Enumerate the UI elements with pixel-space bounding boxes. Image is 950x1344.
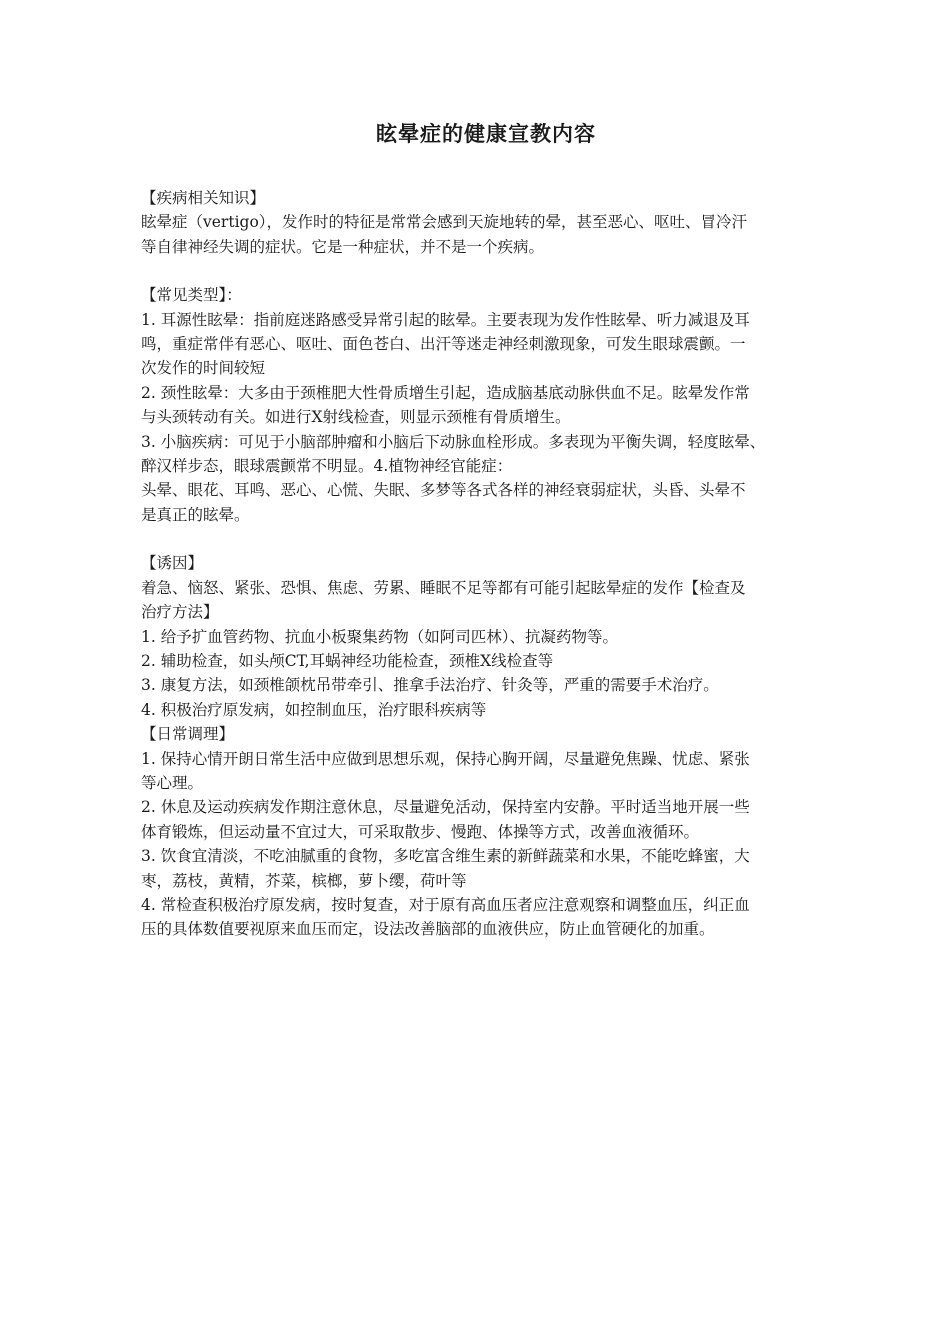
- body-text-line: 等自律神经失调的症状。它是一种症状，并不是一个疾病。: [141, 237, 545, 256]
- body-text-line: 4. 常检查积极治疗原发病，按时复查，对于原有高血压者应注意观察和调整血压，纠正血: [141, 895, 750, 914]
- body-text-line: 是真正的眩晕。: [141, 505, 250, 524]
- body-text-line: 枣，荔枝，黄精，芥菜，槟榔，萝卜缨，荷叶等: [141, 871, 467, 890]
- body-text-line: 治疗方法】: [141, 603, 219, 622]
- section-heading: 【常见类型】：: [141, 286, 242, 305]
- body-text-line: 次发作的时间较短: [141, 359, 266, 378]
- paragraph-gap: [141, 259, 831, 283]
- body-text-line: 1. 保持心情开朗日常生活中应做到思想乐观，保持心胸开阔，尽量避免焦躁、忧虑、紧张: [141, 749, 750, 768]
- document-title: 眩晕症的健康宣教内容: [376, 121, 596, 146]
- section-heading: 【诱因】: [141, 554, 204, 573]
- body-text-line: 与头颈转动有关。如进行X射线检查，则显示颈椎有骨质增生。: [141, 408, 571, 427]
- body-text-line: 1. 耳源性眩晕：指前庭迷路感受异常引起的眩晕。主要表现为发作性眩晕、听力减退及耳: [141, 310, 750, 329]
- paragraph-gap: [141, 527, 831, 551]
- body-text-line: 头晕、眼花、耳鸣、恶心、心慌、失眠、多梦等各式各样的神经衰弱症状，头昏、头晕不: [141, 481, 746, 500]
- body-text-line: 2. 辅助检查，如头颅CT,耳蜗神经功能检查，颈椎X线检查等: [141, 651, 554, 670]
- document-page: [141, 118, 831, 942]
- body-text-line: 2. 休息及运动疾病发作期注意休息，尽量避免活动，保持室内安静。平时适当地开展一些: [141, 798, 750, 817]
- body-text-line: 3. 小脑疾病：可见于小脑部肿瘤和小脑后下动脉血栓形成。多表现为平衡失调，轻度眩晕、: [141, 432, 766, 451]
- body-text-line: 1. 给予扩血管药物、抗血小板聚集药物（如阿司匹林）、抗凝药物等。: [141, 627, 618, 646]
- body-text-line: 等心理。: [141, 773, 204, 792]
- body-text-line: 压的具体数值要视原来血压而定，设法改善脑部的血液供应，防止血管硬化的加重。: [141, 920, 715, 939]
- body-text-line: 着急、恼怒、紧张、恐惧、焦虑、劳累、睡眠不足等都有可能引起眩晕症的发作【检查及: [141, 578, 746, 597]
- body-text-line: 3. 康复方法，如颈椎颌枕吊带牵引、推拿手法治疗、针灸等，严重的需要手术治疗。: [141, 676, 719, 695]
- body-text-line: 3. 饮食宜清淡，不吃油腻重的食物，多吃富含维生素的新鲜蔬菜和水果，不能吃蜂蜜，大: [141, 847, 750, 866]
- section-heading: 【疾病相关知识】: [141, 189, 266, 207]
- body-text-line: 体育锻炼，但运动量不宜过大，可采取散步、慢跑、体操等方式，改善血液循环。: [141, 822, 700, 841]
- body-text-line: 眩晕症（vertigo），发作时的特征是常常会感到天旋地转的晕，甚至恶心、呕吐、冒冷汗: [141, 213, 748, 232]
- section-heading: 【日常调理】: [141, 725, 235, 744]
- body-text-line: 鸣，重症常伴有恶心、呕吐、面色苍白、出汗等迷走神经刺激现象，可发生眼球震颤。一: [141, 335, 746, 354]
- document-body: [141, 186, 831, 942]
- body-text-line: 4. 积极治疗原发病，如控制血压，治疗眼科疾病等: [141, 700, 487, 719]
- body-text-line: 2. 颈性眩晕：大多由于颈椎肥大性骨质增生引起，造成脑基底动脉供血不足。眩晕发作常: [141, 383, 750, 402]
- body-text-line: 醉汉样步态，眼球震颤常不明显。4.植物神经官能症：: [141, 457, 513, 476]
